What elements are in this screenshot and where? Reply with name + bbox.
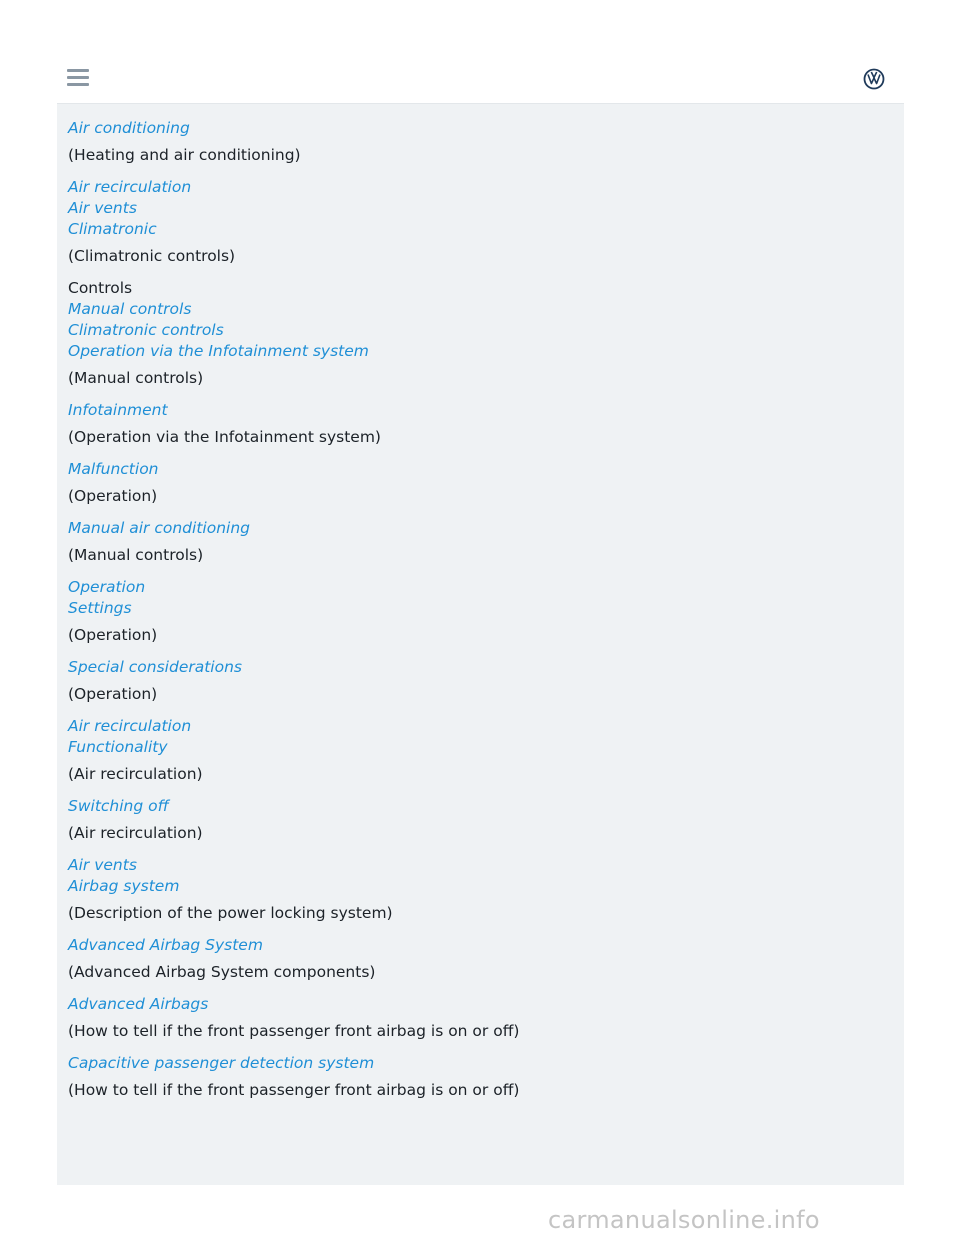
index-entry [68,796,894,844]
index-note: (Advanced Airbag System components) [68,963,376,981]
index-heading: Controls [68,279,133,297]
index-link[interactable]: Air vents [68,199,137,217]
index-entry [68,716,894,785]
index-list [68,118,894,1112]
index-note: (Operation via the Infotainment system) [68,428,381,446]
index-note: (Operation) [68,626,158,644]
index-link[interactable]: Climatronic [68,220,157,238]
index-note: (Air recirculation) [68,765,203,783]
hamburger-menu-icon[interactable] [67,68,89,88]
index-entry [68,855,894,924]
index-entry [68,657,894,705]
index-link[interactable]: Air vents [68,856,137,874]
index-link[interactable]: Climatronic controls [68,321,224,339]
index-note: (Heating and air conditioning) [68,146,301,164]
index-link[interactable]: Manual controls [68,300,192,318]
index-note: (Description of the power locking system) [68,904,393,922]
index-link[interactable]: Switching off [68,797,169,815]
volkswagen-logo-icon[interactable] [863,68,885,90]
index-note: (Climatronic controls) [68,247,236,265]
index-link[interactable]: Operation via the Infotainment system [68,342,369,360]
index-link[interactable]: Air recirculation [68,717,192,735]
index-link[interactable]: Capacitive passenger detection system [68,1054,375,1072]
index-link[interactable]: Settings [68,599,132,617]
index-entry [68,177,894,267]
index-link[interactable]: Special considerations [68,658,242,676]
index-entry [68,278,894,389]
index-link[interactable]: Infotainment [68,401,168,419]
index-link[interactable]: Functionality [68,738,168,756]
watermark: carmanualsonline.info [548,1206,820,1234]
index-note: (How to tell if the front passenger front airbag is on or off) [68,1022,520,1040]
index-link[interactable]: Airbag system [68,877,180,895]
top-bar [57,0,904,104]
index-note: (Manual controls) [68,546,204,564]
index-link[interactable]: Advanced Airbag System [68,936,263,954]
index-entry [68,400,894,448]
index-entry [68,118,894,166]
index-entry [68,577,894,646]
index-link[interactable]: Malfunction [68,460,159,478]
index-note: (Operation) [68,685,158,703]
index-note: (How to tell if the front passenger front airbag is on or off) [68,1081,520,1099]
index-link[interactable]: Air conditioning [68,119,190,137]
index-entry [68,459,894,507]
index-link[interactable]: Advanced Airbags [68,995,209,1013]
index-entry [68,994,894,1042]
index-entry [68,935,894,983]
index-link[interactable]: Manual air conditioning [68,519,250,537]
index-panel [57,104,904,1185]
index-note: (Air recirculation) [68,824,203,842]
index-entry [68,518,894,566]
index-link[interactable]: Air recirculation [68,178,192,196]
index-link[interactable]: Operation [68,578,146,596]
index-entry [68,1053,894,1101]
index-note: (Manual controls) [68,369,204,387]
index-note: (Operation) [68,487,158,505]
